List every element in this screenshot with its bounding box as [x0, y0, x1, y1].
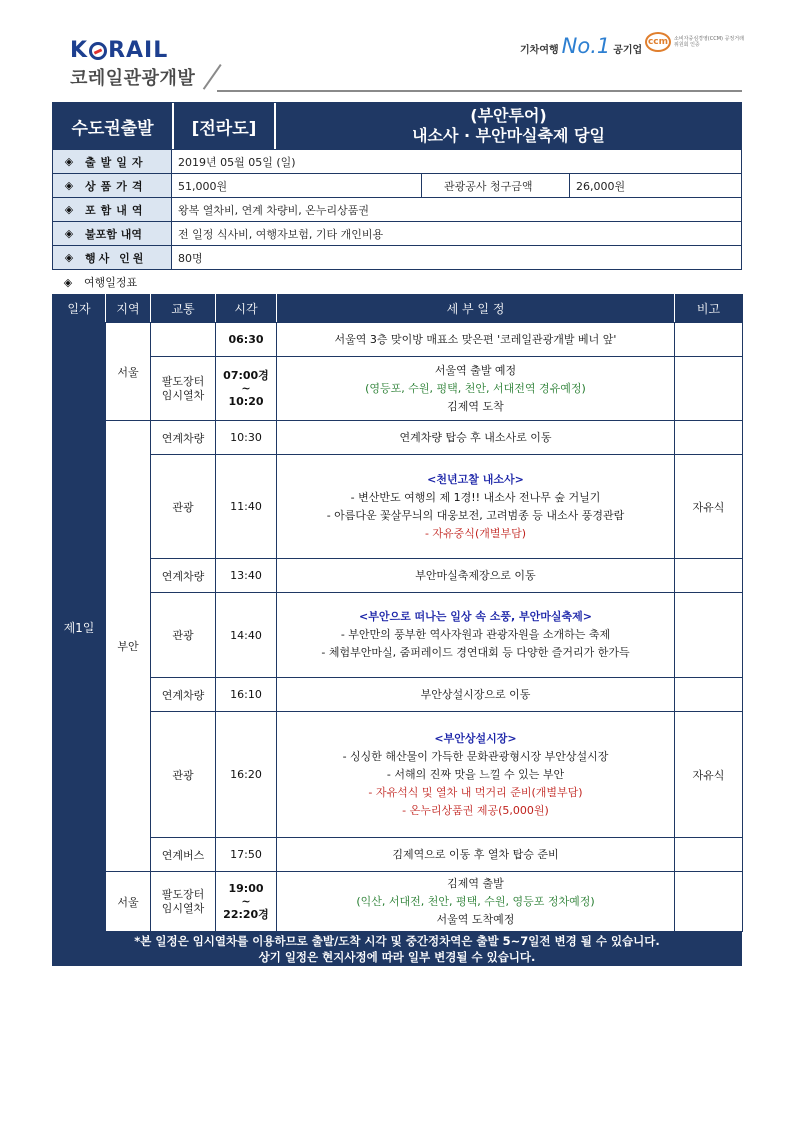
transport-cell: 관광 — [151, 712, 216, 838]
note-cell: 자유식 — [675, 455, 743, 559]
note-cell — [675, 838, 743, 872]
price-value: 51,000원 — [172, 174, 422, 197]
region: [전라도] — [172, 103, 276, 149]
tagline — [520, 34, 642, 58]
logo-en — [70, 38, 195, 63]
detail-line: (영등포, 수원, 평택, 천안, 서대전역 경유예정) — [365, 381, 586, 395]
detail-title: <부안으로 떠나는 일상 속 소풍, 부안마실축제> — [358, 610, 593, 623]
detail-cell: 부안상설시장으로 이동 — [277, 678, 675, 712]
detail-line: - 온누리상품권 제공(5,000원) — [402, 803, 549, 817]
info-include — [52, 198, 742, 222]
departure-area: 수도권출발 — [53, 103, 172, 149]
exclude-label: 불포함 내역 — [85, 227, 142, 241]
depart-label: 출발일자 — [85, 155, 148, 169]
note-cell — [675, 678, 743, 712]
detail-line: (익산, 서대전, 천안, 평택, 수원, 영등포 정차예정) — [356, 894, 595, 908]
header-rule — [52, 86, 742, 96]
note-cell — [675, 559, 743, 593]
region-seoul-1: 서울 — [106, 323, 151, 421]
people-value: 80명 — [178, 251, 203, 265]
include-label: 포함내역 — [85, 203, 148, 217]
transport-line1: 팔도장터 — [161, 887, 205, 901]
time-end: 10:20 — [228, 395, 264, 408]
plan-heading — [52, 270, 742, 294]
time-cell: 10:30 — [216, 421, 277, 455]
logo-o-icon — [89, 42, 107, 60]
table-row — [53, 357, 743, 421]
detail-cell — [277, 593, 675, 678]
tagline-post: 공기업 — [613, 45, 643, 56]
diamond-icon: ◈ — [64, 227, 74, 240]
table-row — [53, 712, 743, 838]
title-row — [52, 102, 742, 150]
logo-letters-rail: RAIL — [108, 38, 169, 63]
claim-value: 26,000원 — [576, 179, 626, 193]
exclude-value: 전 일정 식사비, 여행자보험, 기타 개인비용 — [178, 227, 384, 241]
table-row — [53, 593, 743, 678]
footer-line1: *본 일정은 임시열차를 이용하므로 출발/도착 시각 및 중간정차역은 출발 5~7일전 변경 될 수 있습니다. — [134, 934, 660, 948]
detail-line: - 체험부안마실, 줌퍼레이드 경연대회 등 다양한 즐거리가 한가득 — [321, 646, 630, 659]
schedule-header-row — [53, 295, 743, 323]
table-row — [53, 421, 743, 455]
include-value: 왕복 열차비, 연계 차량비, 온누리상품권 — [178, 203, 369, 217]
tour-name — [276, 103, 741, 149]
col-transport: 교통 — [151, 295, 216, 323]
table-row — [53, 838, 743, 872]
detail-line: 서울역 출발 예정 — [434, 363, 517, 377]
detail-line: - 부안만의 풍부한 역사자원과 관광자원을 소개하는 축제 — [340, 628, 611, 641]
detail-cell: 부안마실축제장으로 이동 — [277, 559, 675, 593]
detail-cell — [277, 712, 675, 838]
tagline-pre: 기차여행 — [520, 45, 559, 56]
transport-cell: 연계차량 — [151, 421, 216, 455]
info-exclude — [52, 222, 742, 246]
detail-line: 김제역 출발 — [447, 876, 504, 890]
detail-cell — [277, 455, 675, 559]
note-cell — [675, 323, 743, 357]
time-sep: ~ — [241, 895, 251, 908]
note-cell: 자유식 — [675, 712, 743, 838]
col-region: 지역 — [106, 295, 151, 323]
ccm-badge — [645, 32, 744, 52]
detail-line: 김제역 도착 — [447, 399, 504, 413]
time-cell: 06:30 — [216, 323, 277, 357]
region-buan: 부안 — [106, 421, 151, 872]
info-depart — [52, 150, 742, 174]
detail-line: - 싱싱한 해산물이 가득한 문화관광형시장 부안상설시장 — [342, 749, 609, 763]
table-row — [53, 872, 743, 932]
table-row — [53, 559, 743, 593]
time-start: 19:00 — [228, 882, 264, 895]
time-cell: 17:50 — [216, 838, 277, 872]
itinerary-document — [52, 102, 742, 966]
transport-cell — [151, 872, 216, 932]
time-cell: 16:10 — [216, 678, 277, 712]
schedule-table — [52, 294, 743, 932]
diamond-icon: ◈ — [64, 203, 74, 216]
table-row — [53, 678, 743, 712]
tour-name-line2: 내소사 · 부안마실축제 당일 — [412, 126, 605, 145]
region-seoul-2: 서울 — [106, 872, 151, 932]
info-price — [52, 174, 742, 198]
note-cell — [675, 421, 743, 455]
time-cell — [216, 357, 277, 421]
ccm-icon: ccm — [645, 32, 671, 52]
table-row — [53, 455, 743, 559]
note-cell — [675, 872, 743, 932]
detail-cell — [277, 357, 675, 421]
price-label: 상품가격 — [85, 179, 148, 193]
detail-cell — [277, 872, 675, 932]
claim-label: 관광공사 청구금액 — [422, 174, 570, 197]
detail-cell: 김제역으로 이동 후 열차 탑승 준비 — [277, 838, 675, 872]
logo-ko: 코레일관광개발 — [70, 68, 196, 89]
info-people — [52, 246, 742, 270]
transport-cell: 연계버스 — [151, 838, 216, 872]
col-time: 시각 — [216, 295, 277, 323]
time-cell: 14:40 — [216, 593, 277, 678]
plan-label: 여행일정표 — [84, 276, 138, 289]
time-cell: 16:20 — [216, 712, 277, 838]
detail-cell: 서울역 3층 맞이방 매표소 맞은편 '코레일관광개발 베너 앞' — [277, 323, 675, 357]
time-end: 22:20경 — [223, 908, 269, 921]
col-detail: 세 부 일 정 — [277, 295, 675, 323]
detail-line: - 변산반도 여행의 제 1경!! 내소사 전나무 숲 거닐기 — [350, 490, 601, 504]
time-cell: 13:40 — [216, 559, 277, 593]
ccm-text: 소비자중심경영(CCM) 공정거래위원회 인증 — [674, 36, 744, 48]
detail-line: - 자유석식 및 열차 내 먹거리 준비(개별부담) — [368, 785, 583, 799]
depart-value: 2019년 05월 05일 (일) — [178, 155, 296, 169]
detail-line: - 아름다운 꽃살무늬의 대웅보전, 고려범종 등 내소사 풍경관람 — [326, 508, 625, 522]
time-cell — [216, 872, 277, 932]
detail-line: 서울역 도착예정 — [436, 912, 515, 926]
detail-line: - 자유중식(개별부담) — [424, 526, 527, 540]
note-cell — [675, 593, 743, 678]
logo-letter-k: K — [70, 38, 89, 63]
people-label: 행사 인원 — [85, 251, 147, 265]
transport-cell — [151, 357, 216, 421]
transport-cell: 연계차량 — [151, 678, 216, 712]
transport-cell — [151, 323, 216, 357]
col-day: 일자 — [53, 295, 106, 323]
time-start: 07:00경 — [223, 369, 269, 382]
korail-logo — [70, 38, 195, 90]
diamond-icon: ◈ — [64, 251, 74, 264]
diamond-icon: ◈ — [64, 155, 74, 168]
detail-line: - 서해의 진짜 맛을 느낄 수 있는 부안 — [386, 767, 565, 781]
detail-title: <부안상설시장> — [434, 731, 517, 745]
diamond-icon: ◈ — [64, 179, 74, 192]
transport-cell: 관광 — [151, 455, 216, 559]
time-sep: ~ — [241, 382, 251, 395]
diamond-icon: ◈ — [63, 275, 73, 289]
detail-title: <천년고찰 내소사> — [427, 472, 524, 486]
footer-line2: 상기 일정은 현지사정에 따라 일부 변경될 수 있습니다. — [258, 950, 536, 964]
transport-cell: 관광 — [151, 593, 216, 678]
transport-line2: 임시열차 — [161, 901, 205, 915]
tour-name-line1: (부안투어) — [470, 106, 547, 125]
footer-notice — [52, 932, 742, 966]
transport-line2: 임시열차 — [161, 388, 205, 402]
note-cell — [675, 357, 743, 421]
transport-line1: 팔도장터 — [161, 374, 205, 388]
transport-cell: 연계차량 — [151, 559, 216, 593]
day-cell: 제1일 — [53, 323, 106, 932]
tagline-no1: No.1 — [561, 34, 611, 58]
table-row — [53, 323, 743, 357]
detail-cell: 연계차량 탑승 후 내소사로 이동 — [277, 421, 675, 455]
time-cell: 11:40 — [216, 455, 277, 559]
col-note: 비고 — [675, 295, 743, 323]
